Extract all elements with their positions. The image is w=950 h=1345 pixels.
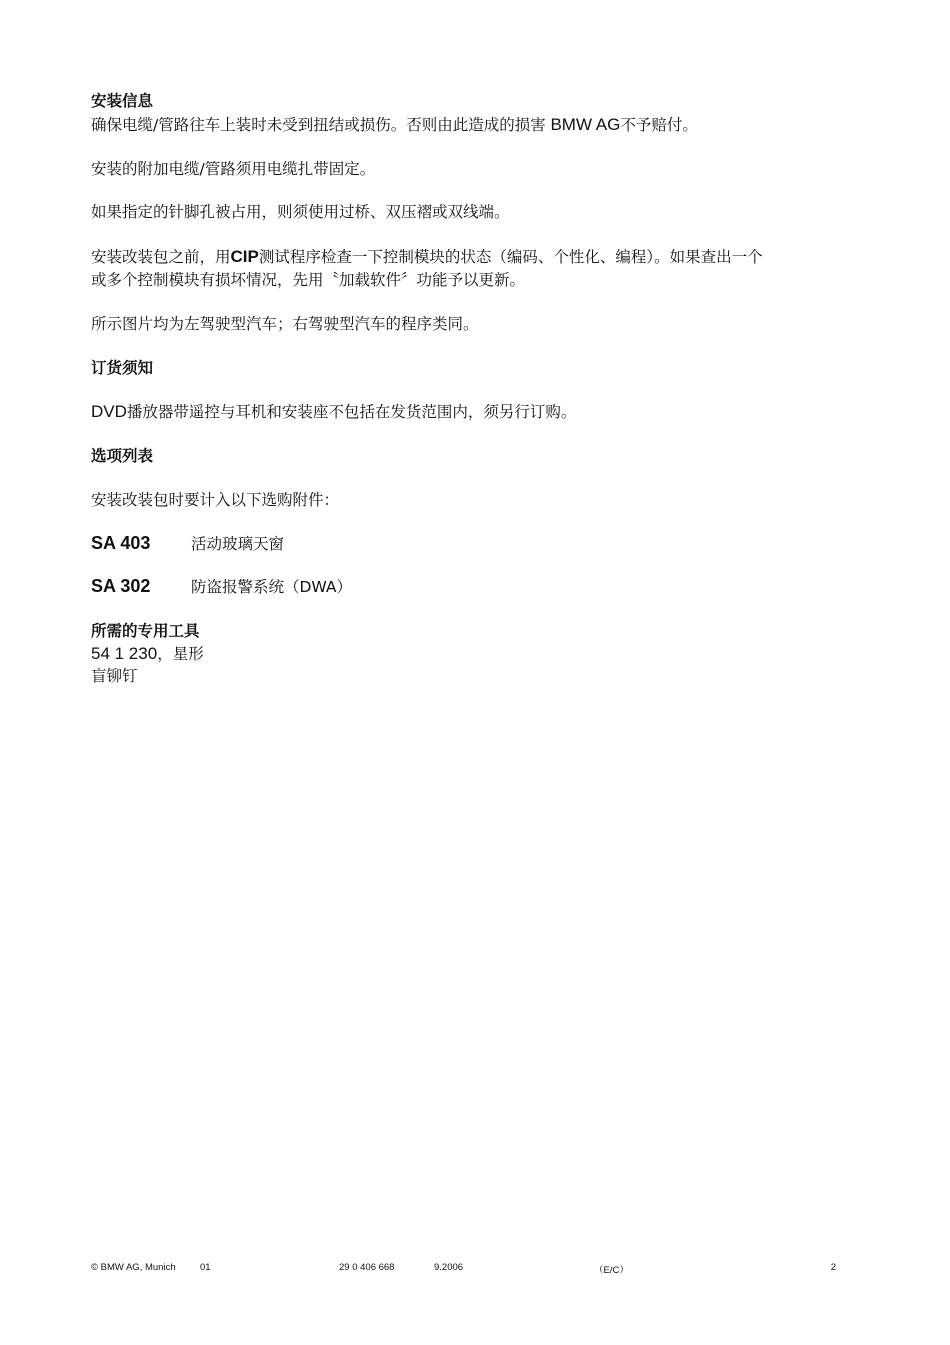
order-info-paragraph (91, 400, 861, 424)
install-info-p4-line-2: 或多个控制模块有损坏情况，先用〝加载软件〞功能予以更新。 (91, 271, 526, 289)
cip-label: CIP (230, 247, 259, 266)
install-info-paragraph-5: 所示图片均为左驾驶型汽车；右驾驶型汽车的程序类同。 (91, 315, 479, 333)
option-code: SA 403 (91, 533, 151, 553)
install-info-p4-rest: 测试程序检查一下控制模块的状态（编码、个性化、编程）。如果查出一个 (258, 248, 763, 266)
footer-date: 9.2006 (434, 1262, 464, 1273)
footer-language: （E/C） (594, 1265, 629, 1276)
install-info-p4-lead: 安装改装包之前，用 (91, 248, 231, 266)
install-info-paragraph-4 (91, 245, 861, 292)
options-heading: 选项列表 (91, 447, 154, 465)
tool-name: ，星形 (157, 645, 204, 663)
tools-item-1 (91, 643, 861, 665)
footer-document-number: 29 0 406 668 (339, 1262, 395, 1273)
install-info-p4-line-1 (91, 245, 861, 269)
option-description: 活动玻璃天窗 (191, 535, 285, 553)
footer-version: 01 (200, 1262, 211, 1273)
option-row-sa403 (91, 532, 861, 556)
install-info-p1-text: 确保电缆/管路往车上装时未受到扭结或损伤。否则由此造成的损害 (91, 116, 546, 134)
order-info-text: 播放器带遥控与耳机和安装座不包括在发货范围内，须另行订购。 (126, 403, 577, 421)
install-info-paragraph-2: 安装的附加电缆/管路须用电缆扎带固定。 (91, 160, 376, 178)
tool-number: 54 1 230 (91, 644, 158, 663)
tools-heading: 所需的专用工具 (91, 622, 200, 640)
order-info-heading: 订货须知 (91, 359, 154, 377)
install-info-p1-tail: 不予赔付。 (620, 116, 698, 134)
tools-item-2: 盲铆钉 (91, 667, 138, 685)
order-info-dvd: DVD (91, 402, 127, 421)
options-intro: 安装改装包时要计入以下选购附件： (91, 491, 340, 509)
option-row-sa302 (91, 575, 861, 599)
footer-page-number: 2 (830, 1262, 836, 1273)
option-description: 防盗报警系统（DWA） (191, 578, 353, 596)
install-info-p1-brand: BMW AG (545, 115, 621, 134)
install-info-heading: 安装信息 (91, 92, 154, 110)
option-code: SA 302 (91, 576, 151, 596)
footer-copyright: © BMW AG, Munich (91, 1262, 176, 1273)
install-info-paragraph-1 (91, 113, 861, 137)
document-body (91, 90, 861, 687)
page-footer (91, 1262, 836, 1276)
install-info-paragraph-3: 如果指定的针脚孔被占用，则须使用过桥、双压褶或双线端。 (91, 203, 510, 221)
